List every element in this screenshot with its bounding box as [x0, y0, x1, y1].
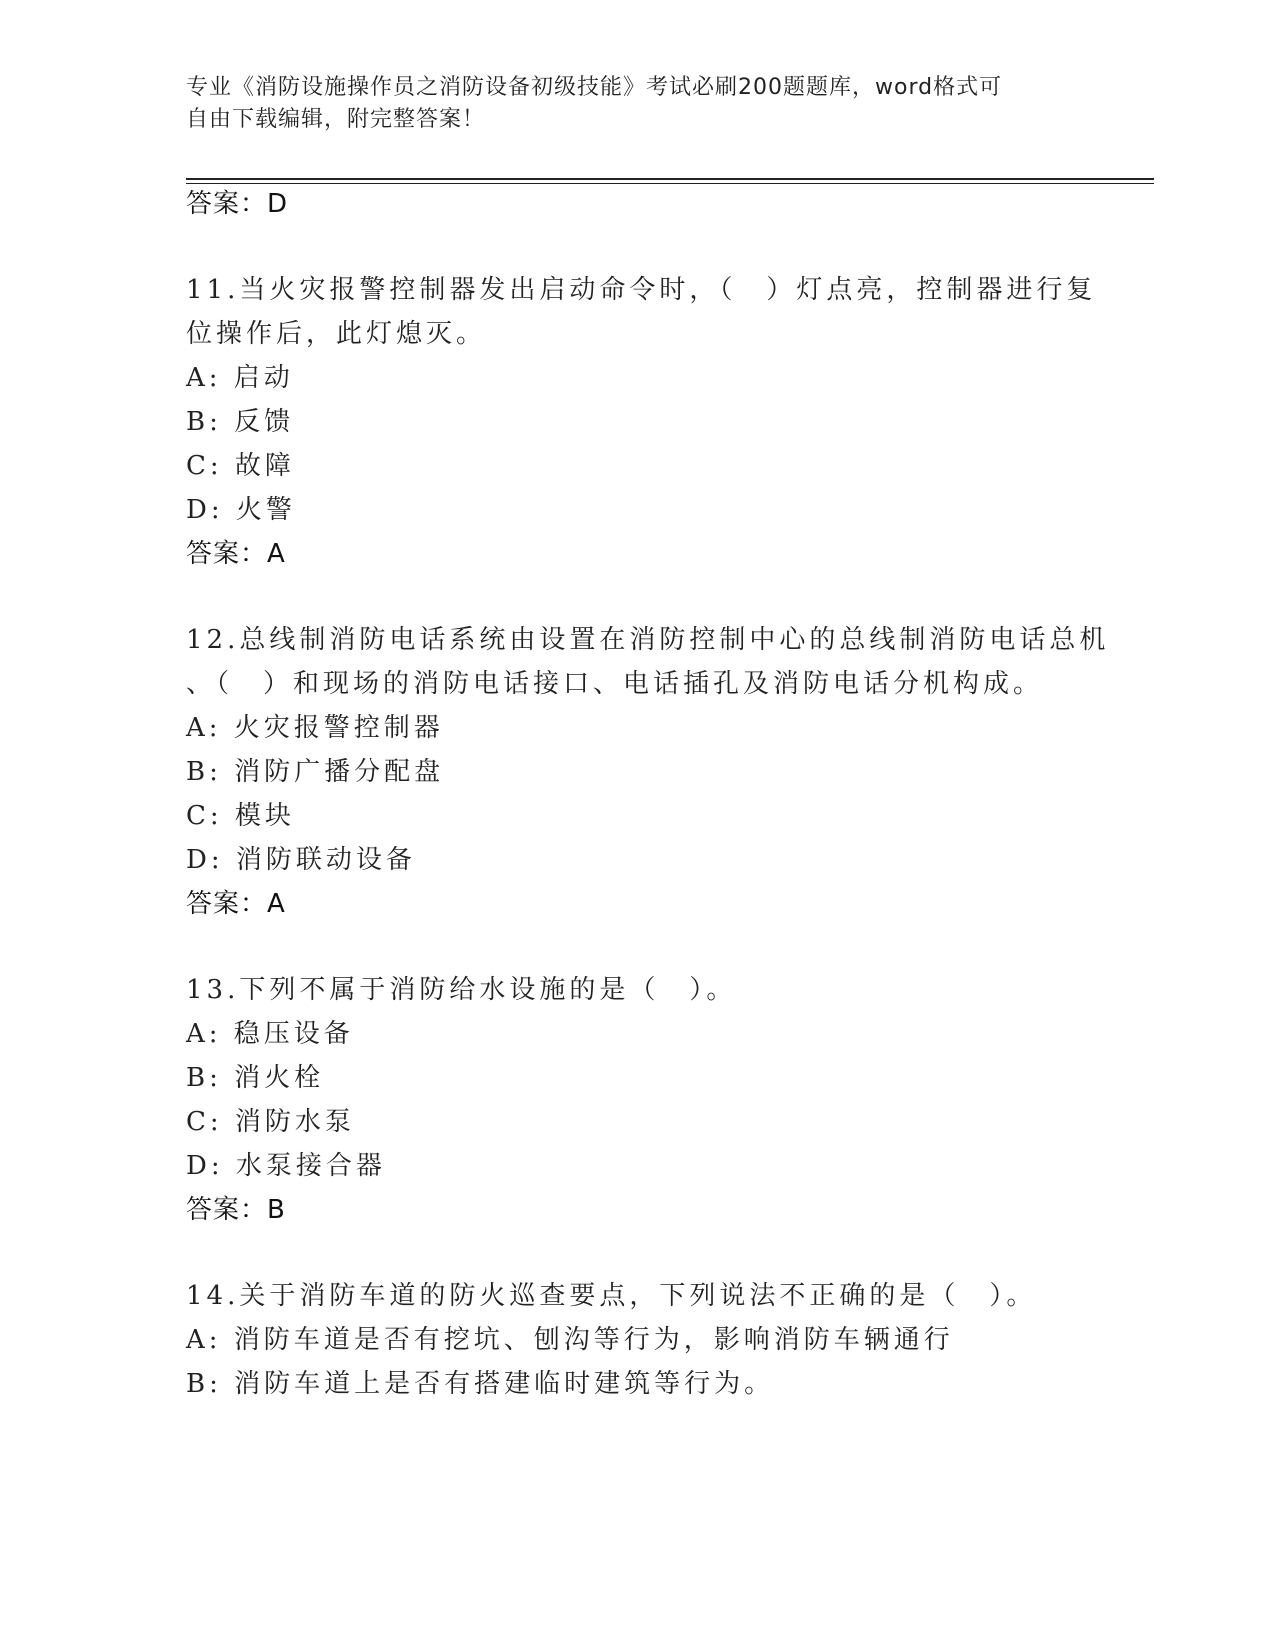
header-line-2: 自由下载编辑，附完整答案！ [186, 107, 486, 132]
question-11-stem-line-2: 位操作后，此灯熄灭。 [186, 319, 487, 349]
question-12-option-d: D: 消防联动设备 [186, 845, 416, 875]
question-12-option-a: A: 火灾报警控制器 [186, 713, 444, 743]
question-13-option-c: C: 消防水泵 [186, 1107, 355, 1137]
question-13-option-d: D: 水泵接合器 [186, 1151, 386, 1181]
question-13-option-b: B: 消火栓 [186, 1063, 325, 1093]
question-13-stem: 13.下列不属于消防给水设施的是（ ）。 [186, 975, 737, 1005]
question-13-answer: 答案：B [186, 1195, 286, 1225]
question-12-option-c: C: 模块 [186, 801, 295, 831]
question-12-answer: 答案：A [186, 889, 286, 919]
question-14-stem: 14.关于消防车道的防火巡查要点，下列说法不正确的是（ ）。 [186, 1281, 1037, 1311]
question-11-option-a: A: 启动 [186, 363, 294, 393]
question-11-stem-line-1: 11.当火灾报警控制器发出启动命令时，（ ）灯点亮，控制器进行复 [186, 275, 1097, 305]
question-14-option-b: B: 消防车道上是否有搭建临时建筑等行为。 [186, 1369, 775, 1399]
header-divider-thick [186, 178, 1154, 180]
question-12-stem-line-1: 12.总线制消防电话系统由设置在消防控制中心的总线制消防电话总机 [186, 625, 1110, 655]
document-header [186, 72, 1066, 136]
question-11-option-d: D: 火警 [186, 495, 296, 525]
question-12-stem-line-2: 、（ ）和现场的消防电话接口、电话插孔及消防电话分机构成。 [186, 669, 1044, 699]
question-14-option-a: A: 消防车道是否有挖坑、刨沟等行为，影响消防车辆通行 [186, 1325, 954, 1355]
header-divider-thin [186, 183, 1154, 184]
question-12-option-b: B: 消防广播分配盘 [186, 757, 445, 787]
question-11-option-c: C: 故障 [186, 451, 295, 481]
header-line-1: 专业《消防设施操作员之消防设备初级技能》考试必刷200题题库，word格式可 [186, 75, 1003, 100]
previous-answer: 答案：D [186, 189, 289, 219]
question-13-option-a: A: 稳压设备 [186, 1019, 354, 1049]
question-11-option-b: B: 反馈 [186, 407, 295, 437]
question-11-answer: 答案：A [186, 539, 286, 569]
